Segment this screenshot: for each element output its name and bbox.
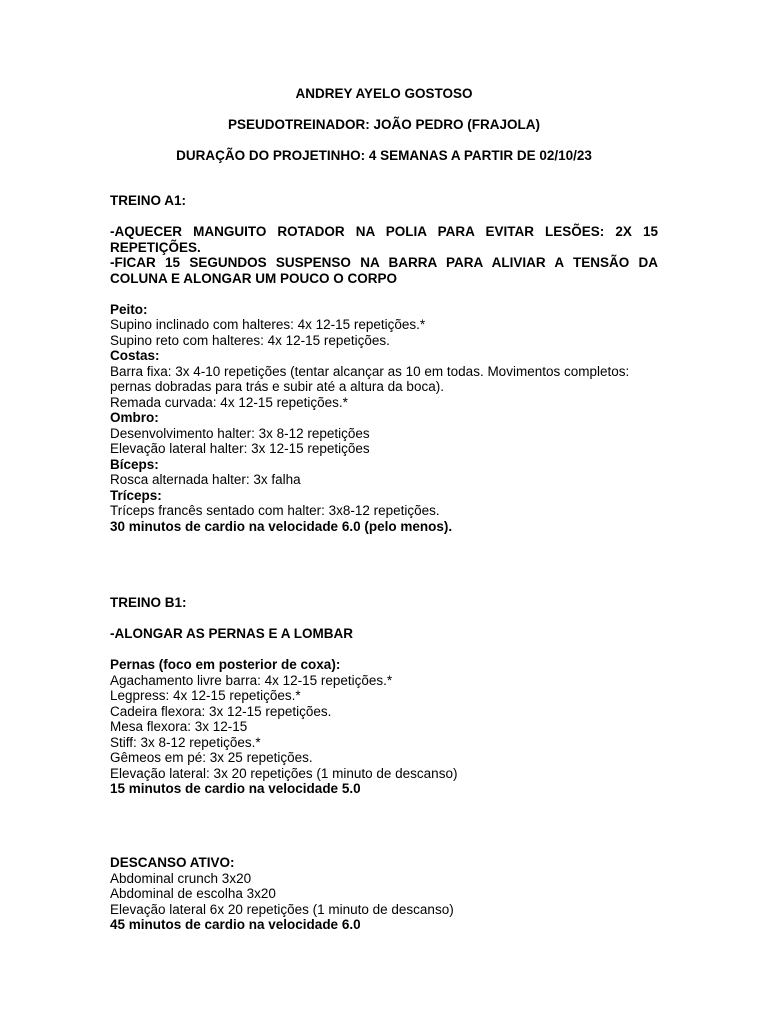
muscle-group-label: Costas: [110,348,160,363]
exercise-item: Elevação lateral 6x 20 repetições (1 minuto de descanso) [110,901,454,917]
warmup-line: -AQUECER MANGUITO ROTADOR NA POLIA PARA EVITAR LESÕES: 2X 15 REPETIÇÕES. [110,224,658,255]
exercise-item: Desenvolvimento halter: 3x 8-12 repetições [110,425,370,441]
muscle-group-label: Peito: [110,301,148,317]
cardio-line: 15 minutos de cardio na velocidade 5.0 [110,781,361,796]
exercise-item: Tríceps francês sentado com halter: 3x8-12 repetições. [110,503,440,518]
descanso-ativo-section [110,855,658,933]
cardio-line: 45 minutos de cardio na velocidade 6.0 [110,917,361,932]
exercise-item: Rosca alternada halter: 3x falha [110,472,301,487]
exercise-item: Supino inclinado com halteres: 4x 12-15 repetições.* [110,317,426,332]
muscle-group-label: Bíceps: [110,456,159,472]
section-heading: TREINO B1: [110,595,187,610]
exercise-item: Remada curvada: 4x 12-15 repetições.* [110,394,348,410]
exercise-item: Mesa flexora: 3x 12-15 [110,719,248,734]
section-heading: TREINO A1: [110,193,187,208]
muscle-group-label: Tríceps: [110,487,162,503]
exercise-item: Barra fixa: 3x 4-10 repetições (tentar alcançar as 10 em todas. Movimentos completos: pernas dobradas para trás e subir até a altura da boca). [110,363,630,394]
muscle-group-label: Ombro: [110,410,159,425]
exercise-item: Cadeira flexora: 3x 12-15 repetições. [110,703,332,719]
exercise-item: Abdominal crunch 3x20 [110,870,252,886]
cardio-line: 30 minutos de cardio na velocidade 6.0 (pelo menos). [110,518,453,534]
document-title: ANDREY AYELO GOSTOSO [295,86,473,101]
treino-b1-section [110,595,658,797]
exercise-item: Agachamento livre barra: 4x 12-15 repetições.* [110,672,393,688]
warmup-line: -FICAR 15 SEGUNDOS SUSPENSO NA BARRA PARA ALIVIAR A TENSÃO DA COLUNA E ALONGAR UM POUCO O CORPO [110,255,658,286]
duration-line: DURAÇÃO DO PROJETINHO: 4 SEMANAS A PARTIR DE 02/10/23 [176,148,592,163]
section-heading: DESCANSO ATIVO: [110,855,235,870]
exercise-item: Legpress: 4x 12-15 repetições.* [110,688,301,703]
exercise-item: Gêmeos em pé: 3x 25 repetições. [110,750,313,765]
exercise-item: Supino reto com halteres: 4x 12-15 repetições. [110,332,390,348]
treino-a1-section [110,193,658,534]
stretch-line: -ALONGAR AS PERNAS E A LOMBAR [110,626,353,641]
exercise-item: Elevação lateral: 3x 20 repetições (1 minuto de descanso) [110,765,458,781]
trainer-line: PSEUDOTREINADOR: JOÃO PEDRO (FRAJOLA) [227,117,541,132]
exercise-item: Stiff: 3x 8-12 repetições.* [110,734,261,750]
exercise-item: Abdominal de escolha 3x20 [110,886,276,901]
muscle-group-label: Pernas (foco em posterior de coxa): [110,657,341,672]
exercise-item: Elevação lateral halter: 3x 12-15 repetições [110,441,370,456]
